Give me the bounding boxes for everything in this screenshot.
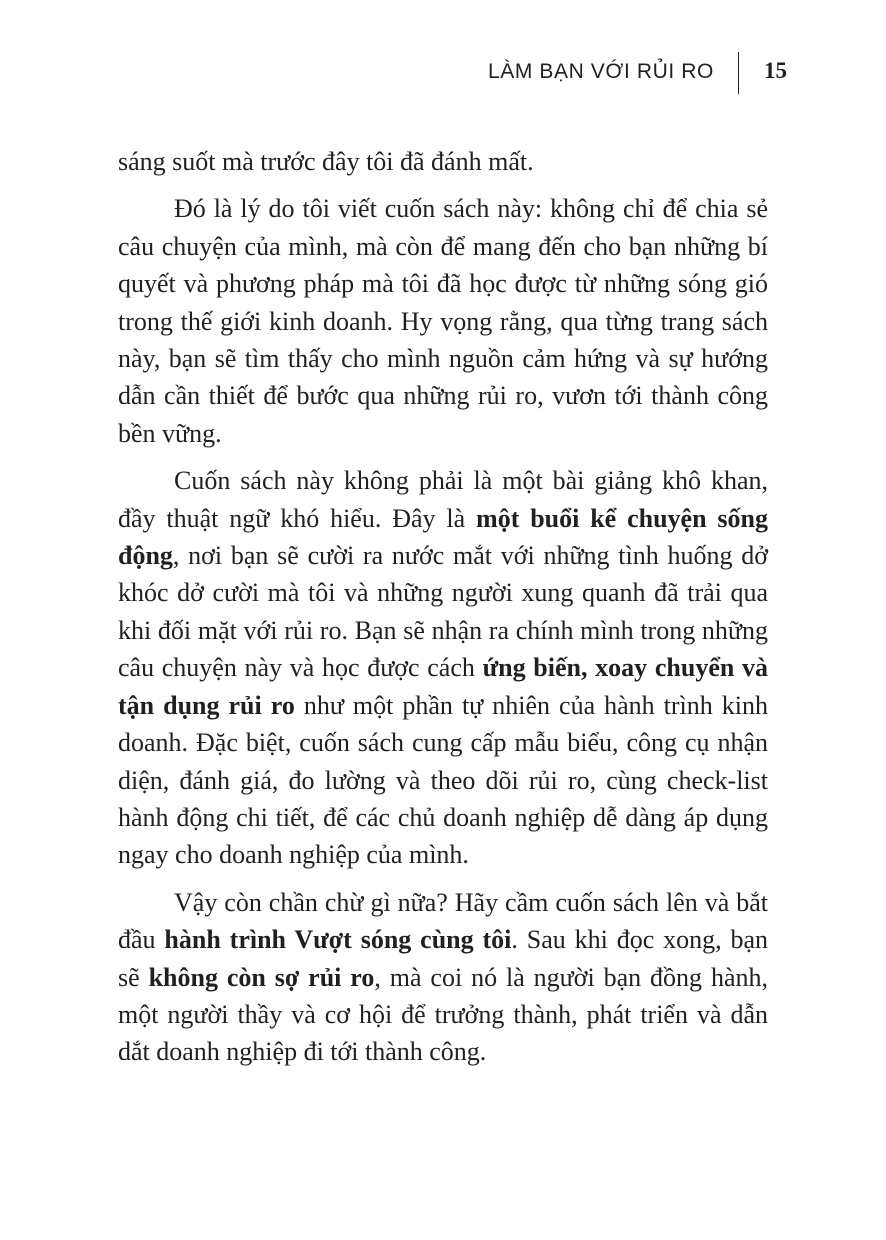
paragraph-2 — [118, 190, 768, 452]
paragraph-3 — [118, 462, 768, 873]
text-segment: Đó là lý do tôi viết cuốn sách này: không chỉ để chia sẻ câu chuyện của mình, mà còn để mang đến cho bạn những bí quyết và phương pháp mà tôi đã học được từ những sóng gió trong thế giới kinh doanh. Hy vọng rằng, qua từng trang sách này, bạn sẽ tìm thấy cho mình nguồn cảm hứng và sự hướng dẫn cần thiết để bước qua những rủi ro, vươn tới thành công bền vững. — [118, 194, 768, 448]
running-title: LÀM BẠN VỚI RỦI RO — [487, 60, 714, 83]
bold-phrase: ứng biến, xoay chuyển và tận dụng rủi ro — [118, 653, 768, 720]
paragraph-1 — [118, 143, 768, 180]
text-segment: Vậy còn chần chừ gì nữa? Hãy cầm cuốn sách lên và bắt đầu — [118, 887, 768, 955]
running-header — [0, 52, 886, 98]
bold-phrase: một buổi kể chuyện sống động — [118, 503, 768, 571]
bold-phrase: hành trình Vượt sóng cùng tôi — [164, 925, 512, 955]
paragraph-4 — [118, 884, 768, 1071]
bold-phrase: không còn sợ rủi ro — [148, 962, 375, 992]
text-segment: . Sau khi đọc xong, bạn sẽ — [118, 925, 769, 992]
text-segment: sáng suốt mà trước đây tôi đã đánh mất. — [118, 147, 534, 176]
body-text — [118, 143, 768, 1071]
page-number: 15 — [764, 58, 787, 83]
text-segment: , mà coi nó là người bạn đồng hành, một người thầy và cơ hội để trưởng thành, phát triển và dẫn dắt doanh nghiệp đi tới thành công. — [118, 962, 768, 1067]
text-segment: Cuốn sách này không phải là một bài giảng khô khan, đầy thuật ngữ khó hiểu. Đây là — [118, 466, 768, 533]
text-segment: như một phần tự nhiên của hành trình kinh doanh. Đặc biệt, cuốn sách cung cấp mẫu biểu, công cụ nhận diện, đánh giá, đo lường và theo dõi rủi ro, cùng check-list hành động chi tiết, để các chủ doanh nghiệp dễ dàng áp dụng ngay cho doanh nghiệp của mình. — [118, 690, 769, 870]
header-divider — [738, 52, 739, 94]
text-segment: , nơi bạn sẽ cười ra nước mắt với những tình huống dở khóc dở cười mà tôi và những người xung quanh đã trải qua khi đối mặt với rủi ro. Bạn sẽ nhận ra chính mình trong những câu chuyện này và học được cách — [118, 541, 768, 683]
